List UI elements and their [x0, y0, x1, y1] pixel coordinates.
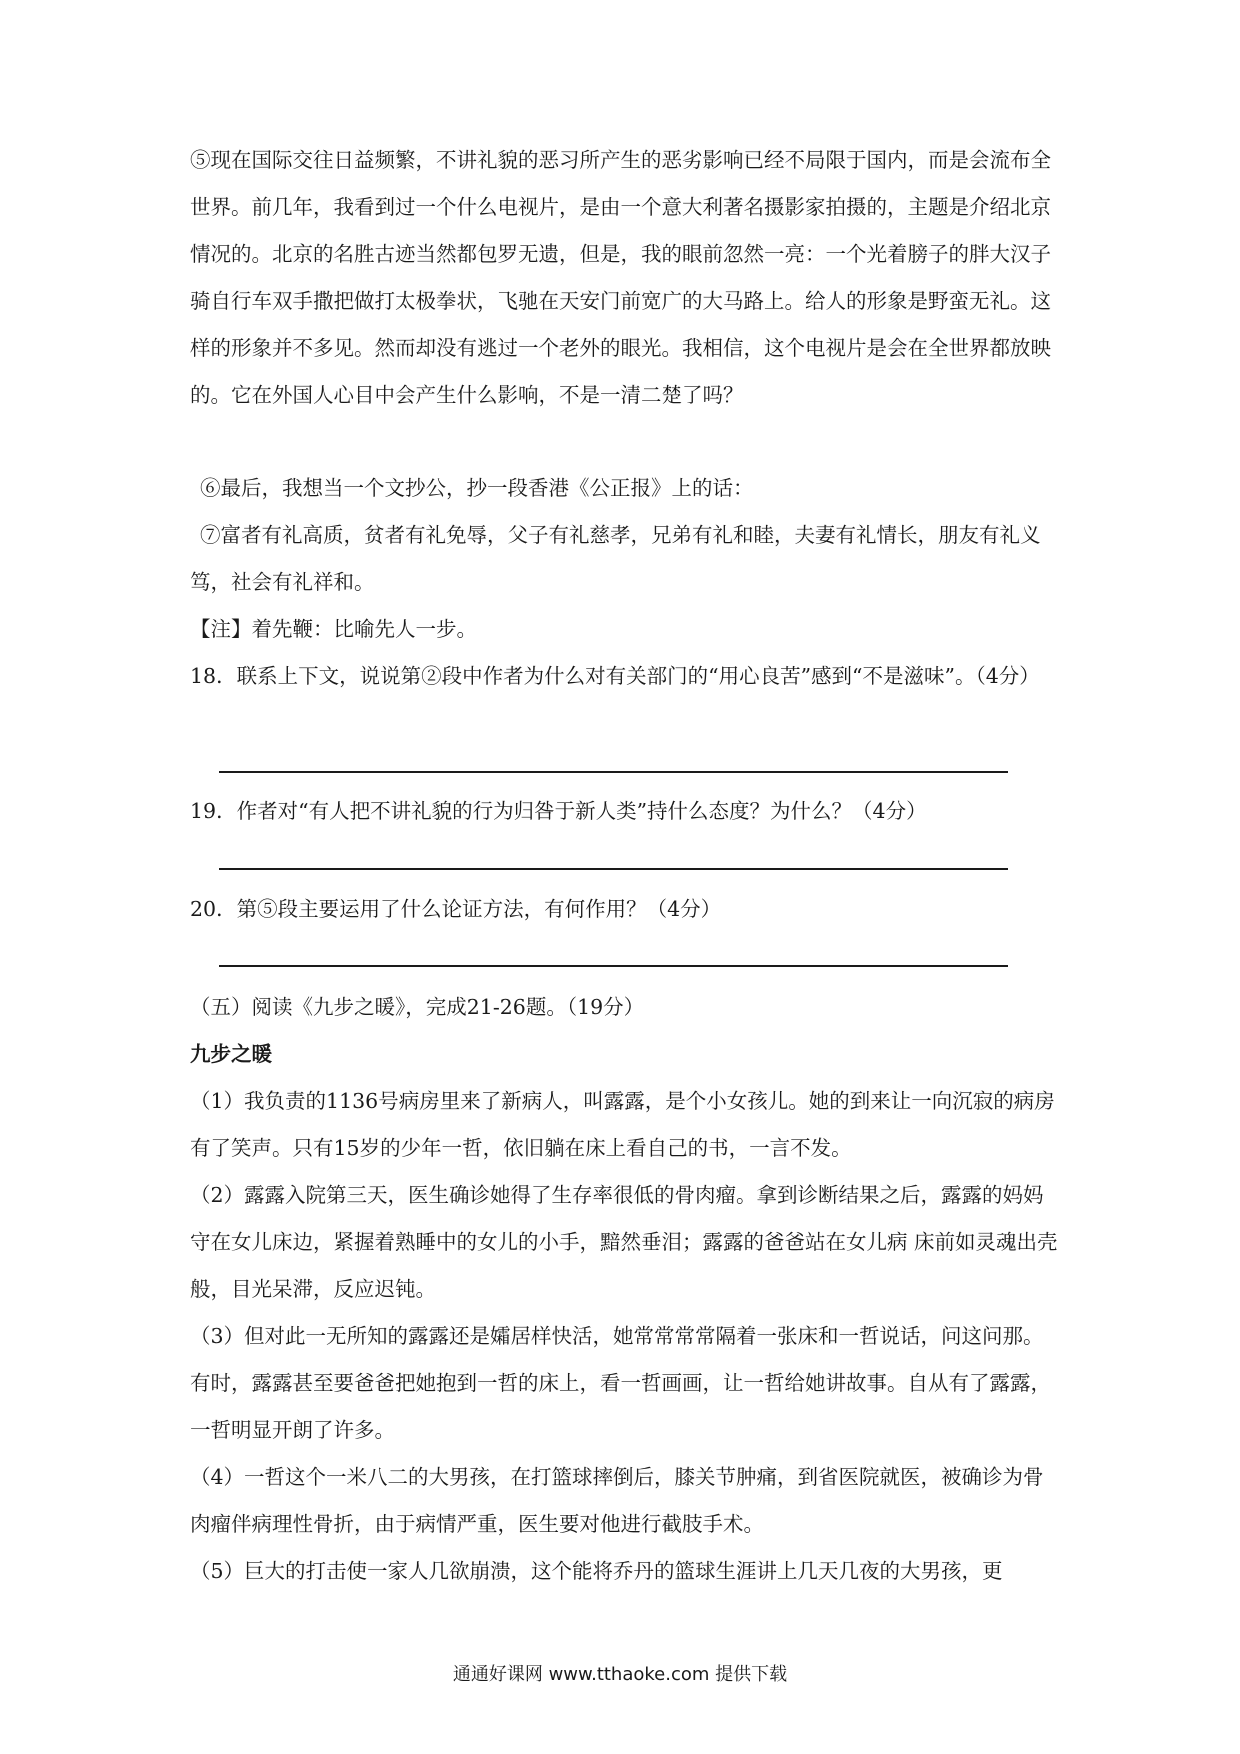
paragraph-7-text: ⑦富者有礼高质，贫者有礼免辱，父子有礼慈孝，兄弟有礼和睦，夫妻有礼情长，朋友有礼义笃，社会有礼祥和。 [190, 523, 1041, 594]
question-19-text: 19．作者对“有人把不讲礼貌的行为归咎于新人类”持什么态度？为什么？（4分） [190, 799, 927, 823]
answer-line-20 [219, 965, 1008, 967]
story-paragraph-1 [190, 1078, 1058, 1172]
story-paragraph-3 [190, 1313, 1058, 1454]
story-paragraph-1-text: （1）我负责的1136号病房里来了新病人，叫露露，是个小女孩儿。她的到来让一向沉寂的病房有了笑声。只有15岁的少年一哲，依旧躺在床上看自己的书，一言不发。 [190, 1089, 1055, 1160]
question-18 [190, 653, 1058, 700]
page-footer: 通通好课网 www.tthaoke.com 提供下载 [452, 1664, 788, 1685]
question-20-text: 20．第⑤段主要运用了什么论证方法，有何作用？（4分） [190, 897, 722, 921]
story-title [190, 1031, 1058, 1078]
story-paragraph-3-text: （3）但对此一无所知的露露还是孀居样快活，她常常常常隔着一张床和一哲说话，问这问那。有时，露露甚至要爸爸把她抱到一哲的床上，看一哲画画，让一哲给她讲故事。自从有了露露，一哲明显开朗了许多。 [190, 1324, 1051, 1442]
story-paragraph-4-text: （4）一哲这个一米八二的大男孩，在打篮球摔倒后，膝关节肿痛，到省医院就医，被确诊为骨肉瘤伴病理性骨折，由于病情严重，医生要对他进行截肢手术。 [190, 1465, 1044, 1536]
question-19 [190, 788, 1058, 835]
story-paragraph-5 [190, 1548, 1058, 1595]
paragraph-5-text: ⑤现在国际交往日益频繁，不讲礼貌的恶习所产生的恶劣影响已经不局限于国内，而是会流布全世界。前几年，我看到过一个什么电视片，是由一个意大利著名摄影家拍摄的，主题是介绍北京情况的。北京的名胜古迹当然都包罗无遗，但是，我的眼前忽然一亮：一个光着膀子的胖大汉子骑自行车双手撒把做打太极拳状，飞驰在天安门前宽广的大马路上。给人的形象是野蛮无礼。这样的形象并不多见。然而却没有逃过一个老外的眼光。我相信，这个电视片是会在全世界都放映的。它在外国人心目中会产生什么影响，不是一清二楚了吗？ [190, 148, 1051, 407]
question-20 [190, 886, 1058, 933]
answer-line-18 [219, 771, 1008, 773]
story-paragraph-4 [190, 1454, 1058, 1548]
story-paragraph-2-text: （2）露露入院第三天，医生确诊她得了生存率很低的骨肉瘤。拿到诊断结果之后，露露的妈妈守在女儿床边，紧握着熟睡中的女儿的小手，黯然垂泪；露露的爸爸站在女儿病 床前如灵魂出壳般，目光呆滞，反应迟钝。 [190, 1183, 1058, 1301]
paragraph-6 [190, 465, 1058, 512]
paragraph-7 [190, 512, 1058, 606]
question-18-text: 18．联系上下文，说说第②段中作者为什么对有关部门的“用心良苦”感到“不是滋味”。（4分） [190, 664, 1040, 688]
story-title-text: 九步之暖 [190, 1042, 272, 1066]
section-5-heading [190, 984, 1058, 1031]
story-paragraph-2 [190, 1172, 1058, 1313]
section-5-heading-text: （五）阅读《九步之暖》，完成21-26题。（19分） [190, 995, 645, 1019]
paragraph-5 [190, 137, 1058, 419]
answer-line-19 [219, 868, 1008, 870]
story-paragraph-5-text: （5）巨大的打击使一家人几欲崩溃，这个能将乔丹的篮球生涯讲上几天几夜的大男孩，更 [190, 1559, 1003, 1583]
note [190, 606, 1058, 653]
note-text: 【注】着先鞭：比喻先人一步。 [190, 617, 477, 641]
paragraph-6-text: ⑥最后，我想当一个文抄公，抄一段香港《公正报》上的话： [200, 476, 754, 500]
